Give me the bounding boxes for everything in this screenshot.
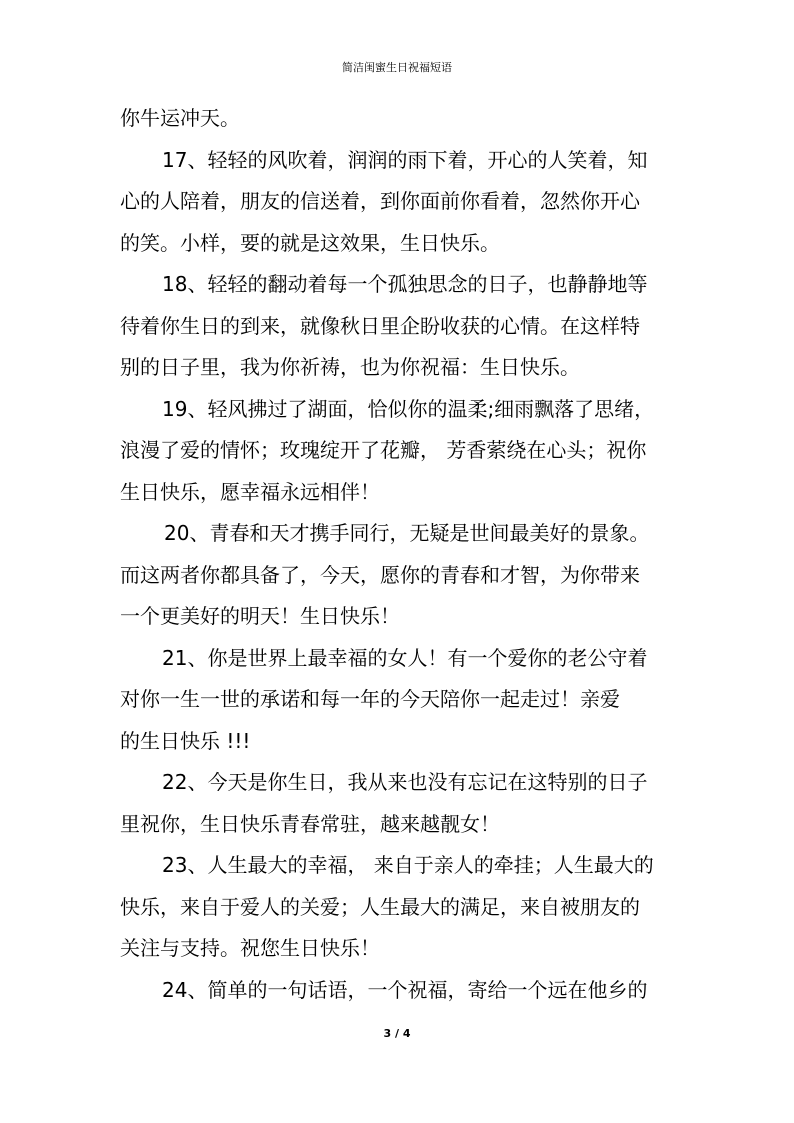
page-number: 3 / 4 <box>383 1027 411 1040</box>
body-line: 生日快乐，愿幸福永远相伴！ <box>120 479 380 504</box>
body-line: 别的日子里，我为你祈祷，也为你祝福：生日快乐。 <box>120 355 580 379</box>
wish-23-start: 23、人生最大的幸福， 来自于亲人的牵挂；人生最大的 <box>162 853 654 877</box>
wish-22-start: 22、今天是你生日，我从来也没有忘记在这特别的日子 <box>162 770 648 794</box>
wish-17-start: 17、轻轻的风吹着，润润的雨下着，开心的人笑着，知 <box>162 147 648 172</box>
wish-19-start: 19、轻风拂过了湖面，恰似你的温柔;细雨飘落了思绪， <box>162 396 655 421</box>
wish-18-start: 18、轻轻的翻动着每一个孤独思念的日子，也静静地等 <box>162 272 648 296</box>
page-header-title: 简洁闺蜜生日祝福短语 <box>342 61 452 74</box>
body-line: 浪漫了爱的情怀；玫瑰绽开了花瓣， 芳香萦绕在心头；祝你 <box>120 438 647 462</box>
body-line: 的生日快乐 !!! <box>120 728 251 753</box>
body-line: 一个更美好的明天！生日快乐！ <box>120 604 400 628</box>
body-line: 里祝你，生日快乐青春常驻，越来越靓女！ <box>120 811 500 836</box>
body-line: 快乐，来自于爱人的关爱；人生最大的满足，来自被朋友的 <box>120 894 640 919</box>
wish-20-start: 20、青春和天才携手同行，无疑是世间最美好的景象。 <box>164 521 650 545</box>
wish-21-start: 21、你是世界上最幸福的女人！有一个爱你的老公守着 <box>162 645 648 670</box>
body-line: 的笑。小样，要的就是这效果，生日快乐。 <box>120 230 500 255</box>
body-line: 对你一生一世的承诺和每一年的今天陪你一起走过！亲爱 <box>120 687 620 711</box>
body-line: 你牛运冲天。 <box>120 106 240 130</box>
document-body <box>120 98 680 1011</box>
body-line: 关注与支持。祝您生日快乐！ <box>120 936 380 960</box>
body-line: 心的人陪着，朋友的信送着，到你面前你看着，忽然你开心 <box>120 189 640 213</box>
body-line: 而这两者你都具备了，今天，愿你的青春和才智，为你带来 <box>120 562 640 587</box>
wish-24-start: 24、简单的一句话语，一个祝福，寄给一个远在他乡的 <box>162 977 648 1002</box>
body-line: 待着你生日的到来，就像秋日里企盼收获的心情。在这样特 <box>120 313 640 338</box>
